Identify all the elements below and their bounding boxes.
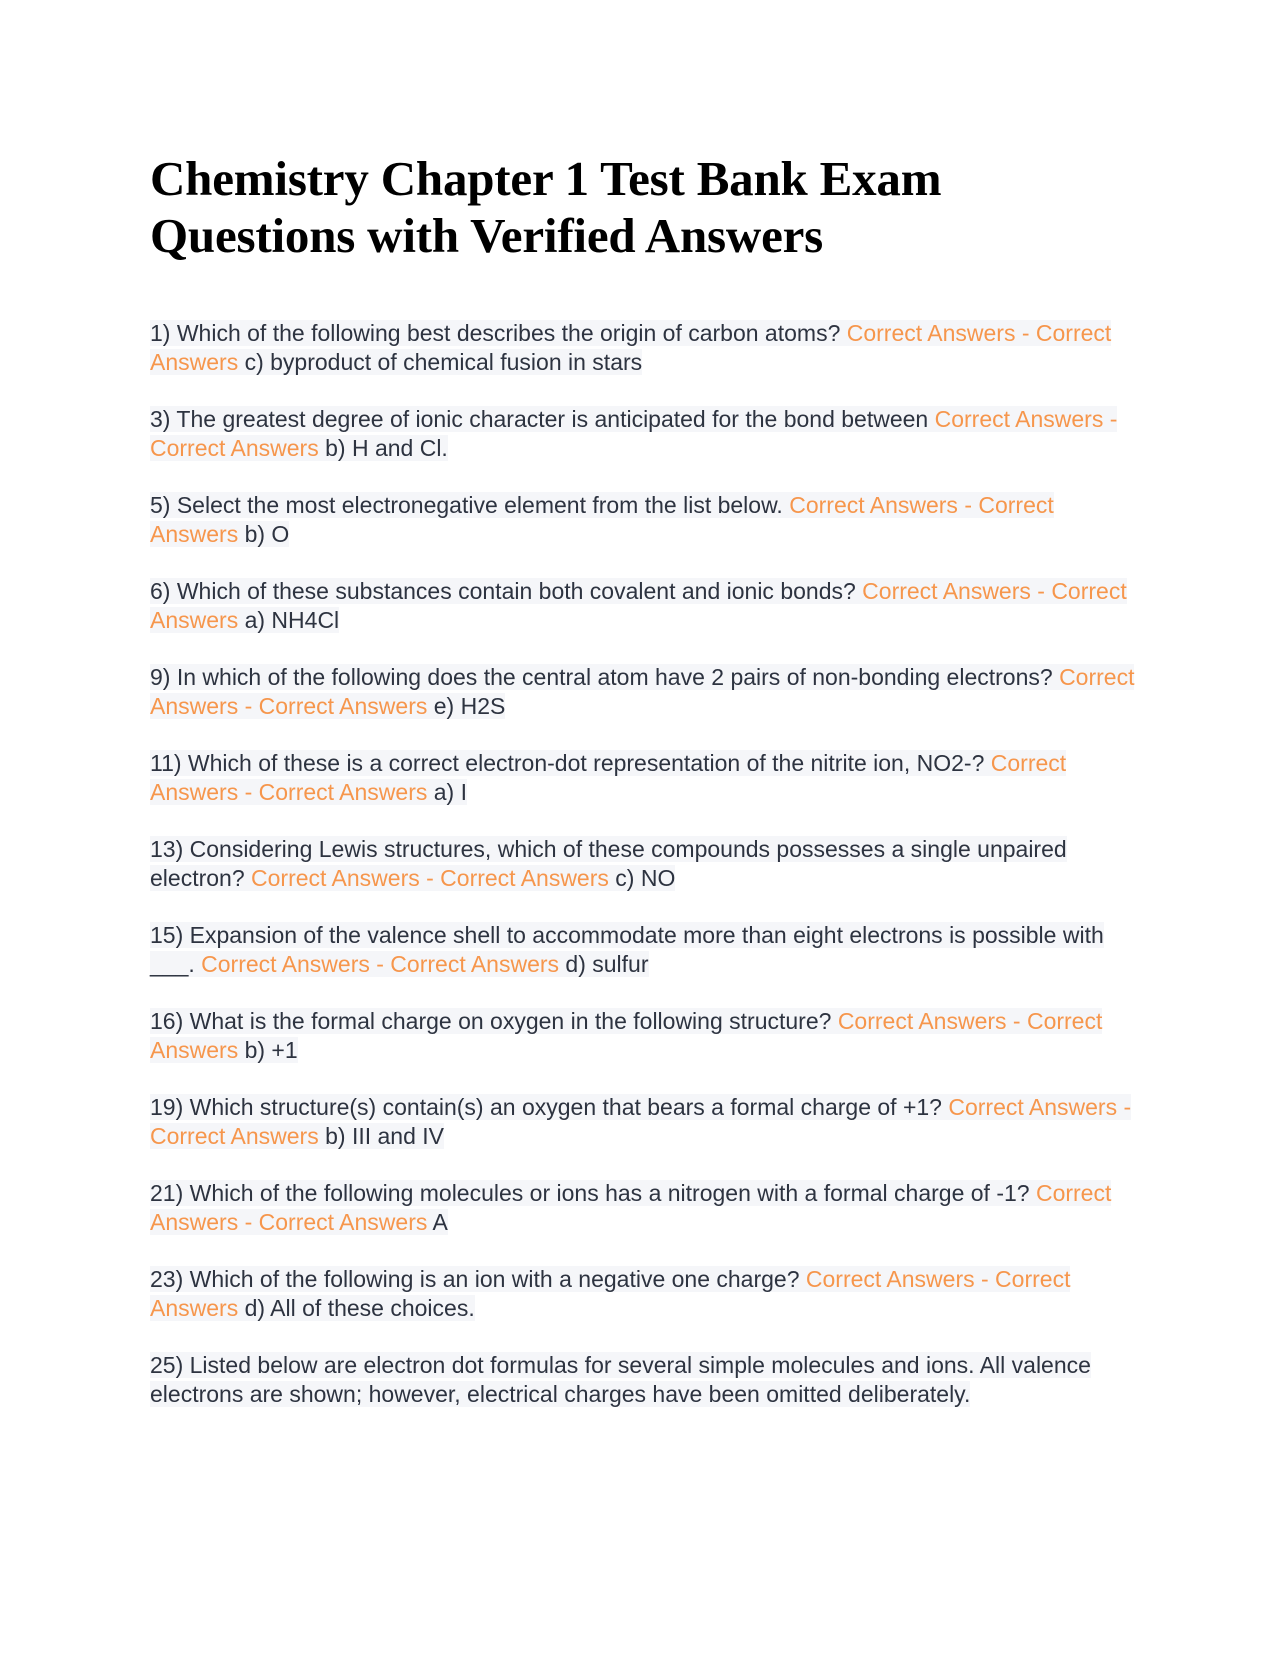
question-text: 19) Which structure(s) contain(s) an oxygen that bears a formal charge of +1? xyxy=(150,1094,942,1120)
qa-item xyxy=(150,1179,1140,1237)
answer-label: Correct Answers - Correct Answers xyxy=(150,1008,1103,1063)
answer-text: c) byproduct of chemical fusion in stars xyxy=(244,349,643,375)
answer-label: Correct Answers - Correct Answers xyxy=(150,750,1067,805)
answer-text: c) NO xyxy=(615,865,676,891)
qa-item xyxy=(150,1093,1140,1151)
answer-label: Correct Answers - Correct Answers xyxy=(251,865,609,891)
document-title: Chemistry Chapter 1 Test Bank Exam Questions with Verified Answers xyxy=(150,151,942,263)
qa-item xyxy=(150,835,1140,893)
answer-text: a) I xyxy=(433,779,467,805)
answer-label: Correct Answers - Correct Answers xyxy=(150,664,1135,719)
question-text: 9) In which of the following does the central atom have 2 pairs of non-bonding electrons? xyxy=(150,664,1053,690)
question-text: 15) Expansion of the valence shell to accommodate more than eight electrons is possible with ___. xyxy=(150,922,1104,977)
answer-label: Correct Answers - Correct Answers xyxy=(150,1094,1132,1149)
answer-label: Correct Answers - Correct Answers xyxy=(201,951,560,977)
answer-text: d) All of these choices. xyxy=(244,1295,475,1321)
answer-label: Correct Answers - Correct Answers xyxy=(150,320,1112,375)
final-item-text: 25) Listed below are electron dot formulas for several simple molecules and ions. All valence electrons are shown; however, electrical charges have been omitted deliberately. xyxy=(150,1352,1091,1407)
answer-text: b) +1 xyxy=(244,1037,298,1063)
answer-text: e) H2S xyxy=(433,693,506,719)
answer-text: b) III and IV xyxy=(325,1123,445,1149)
question-text: 3) The greatest degree of ionic character is anticipated for the bond between xyxy=(150,406,929,432)
question-text: 6) Which of these substances contain both covalent and ionic bonds? xyxy=(150,578,856,604)
answer-label: Correct Answers - Correct Answers xyxy=(150,492,1054,547)
qa-item xyxy=(150,921,1140,979)
qa-item xyxy=(150,1265,1140,1323)
qa-item xyxy=(150,319,1140,377)
document-page xyxy=(150,150,1140,1437)
qa-list xyxy=(150,319,1140,1409)
answer-label: Correct Answers - Correct Answers xyxy=(150,1266,1071,1321)
qa-item-final xyxy=(150,1351,1140,1409)
answer-text: b) O xyxy=(244,521,290,547)
answer-text: b) H and Cl. xyxy=(325,435,448,461)
qa-item xyxy=(150,1007,1140,1065)
question-text: 23) Which of the following is an ion with a negative one charge? xyxy=(150,1266,800,1292)
qa-item xyxy=(150,663,1140,721)
qa-item xyxy=(150,491,1140,549)
answer-text: A xyxy=(432,1209,448,1235)
qa-item xyxy=(150,405,1140,463)
answer-label: Correct Answers - Correct Answers xyxy=(150,578,1127,633)
answer-label: Correct Answers - Correct Answers xyxy=(150,406,1118,461)
qa-item xyxy=(150,749,1140,807)
question-text: 13) Considering Lewis structures, which of these compounds possesses a single unpaired electron? xyxy=(150,836,1067,891)
question-text: 11) Which of these is a correct electron-dot representation of the nitrite ion, NO2-? xyxy=(150,750,985,776)
answer-text: a) NH4Cl xyxy=(244,607,340,633)
question-text: 21) Which of the following molecules or ions has a nitrogen with a formal charge of -1? xyxy=(150,1180,1030,1206)
answer-text: d) sulfur xyxy=(565,951,649,977)
qa-item xyxy=(150,577,1140,635)
question-text: 5) Select the most electronegative element from the list below. xyxy=(150,492,783,518)
question-text: 1) Which of the following best describes the origin of carbon atoms? xyxy=(150,320,841,346)
question-text: 16) What is the formal charge on oxygen in the following structure? xyxy=(150,1008,832,1034)
answer-label: Correct Answers - Correct Answers xyxy=(150,1180,1112,1235)
